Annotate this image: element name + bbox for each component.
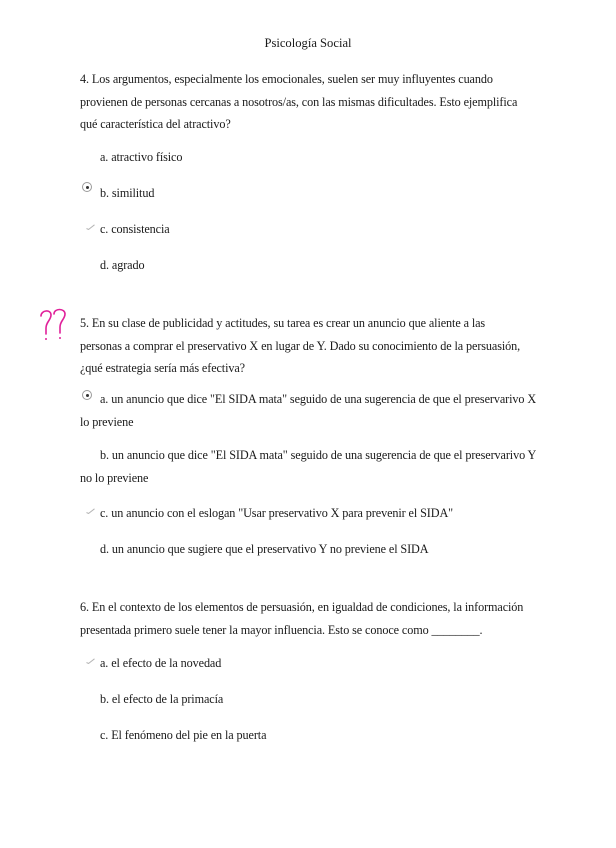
question-marks-annotation [36,306,70,342]
question-4-option-a[interactable]: a. atractivo físico [100,150,183,164]
question-6-text [80,596,540,641]
question-5-option-b[interactable]: b. un anuncio que dice "El SIDA mata" seguido de una sugerencia de que el preservarivo Y no lo previene [80,448,536,485]
handwritten-question-marks-icon [36,306,70,342]
question-5-line-2: personas a comprar el preservativo X en lugar de Y. Dado su conocimiento de la persuasión, [80,338,521,353]
question-4-option-c[interactable]: c. consistencia [100,222,170,236]
question-5-option-d[interactable]: d. un anuncio que sugiere que el preservativo Y no previene el SIDA [100,542,429,556]
checkmark-icon [86,224,95,230]
question-5-line-1: 5. En su clase de publicidad y actitudes, su tarea es crear un anuncio que aliente a las [80,316,486,330]
question-5-option-c[interactable]: c. un anuncio con el eslogan "Usar preservativo X para prevenir el SIDA" [100,506,454,520]
question-6-line-2: presentada primero suele tener la mayor influencia. Esto se conoce como ________. [80,622,483,637]
question-4-text [80,68,540,136]
checkmark-icon [86,508,95,514]
question-4-option-d[interactable]: d. agrado [100,258,145,272]
radio-selected-icon[interactable] [82,182,92,192]
question-6-option-a[interactable]: a. el efecto de la novedad [100,656,222,670]
checkmark-icon [86,658,95,664]
question-5-option-a[interactable]: a. un anuncio que dice "El SIDA mata" seguido de una sugerencia de que el preservarivo X lo previene [80,392,537,429]
question-5-line-3: ¿qué estrategia sería más efectiva? [80,361,245,375]
question-4-option-b[interactable]: b. similitud [100,186,155,200]
question-4-line-1: 4. Los argumentos, especialmente los emocionales, suelen ser muy influyentes cuando [80,72,493,86]
page-title: Psicología Social [264,36,352,50]
question-6-option-b[interactable]: b. el efecto de la primacía [100,692,224,706]
question-6-line-1: 6. En el contexto de los elementos de persuasión, en igualdad de condiciones, la información [80,600,524,614]
question-5-text [80,312,540,380]
question-6-option-c[interactable]: c. El fenómeno del pie en la puerta [100,728,267,742]
question-4-line-2: provienen de personas cercanas a nosotros/as, con las mismas dificultades. Esto ejemplifica [80,94,518,109]
question-4-line-3: qué característica del atractivo? [80,117,231,131]
